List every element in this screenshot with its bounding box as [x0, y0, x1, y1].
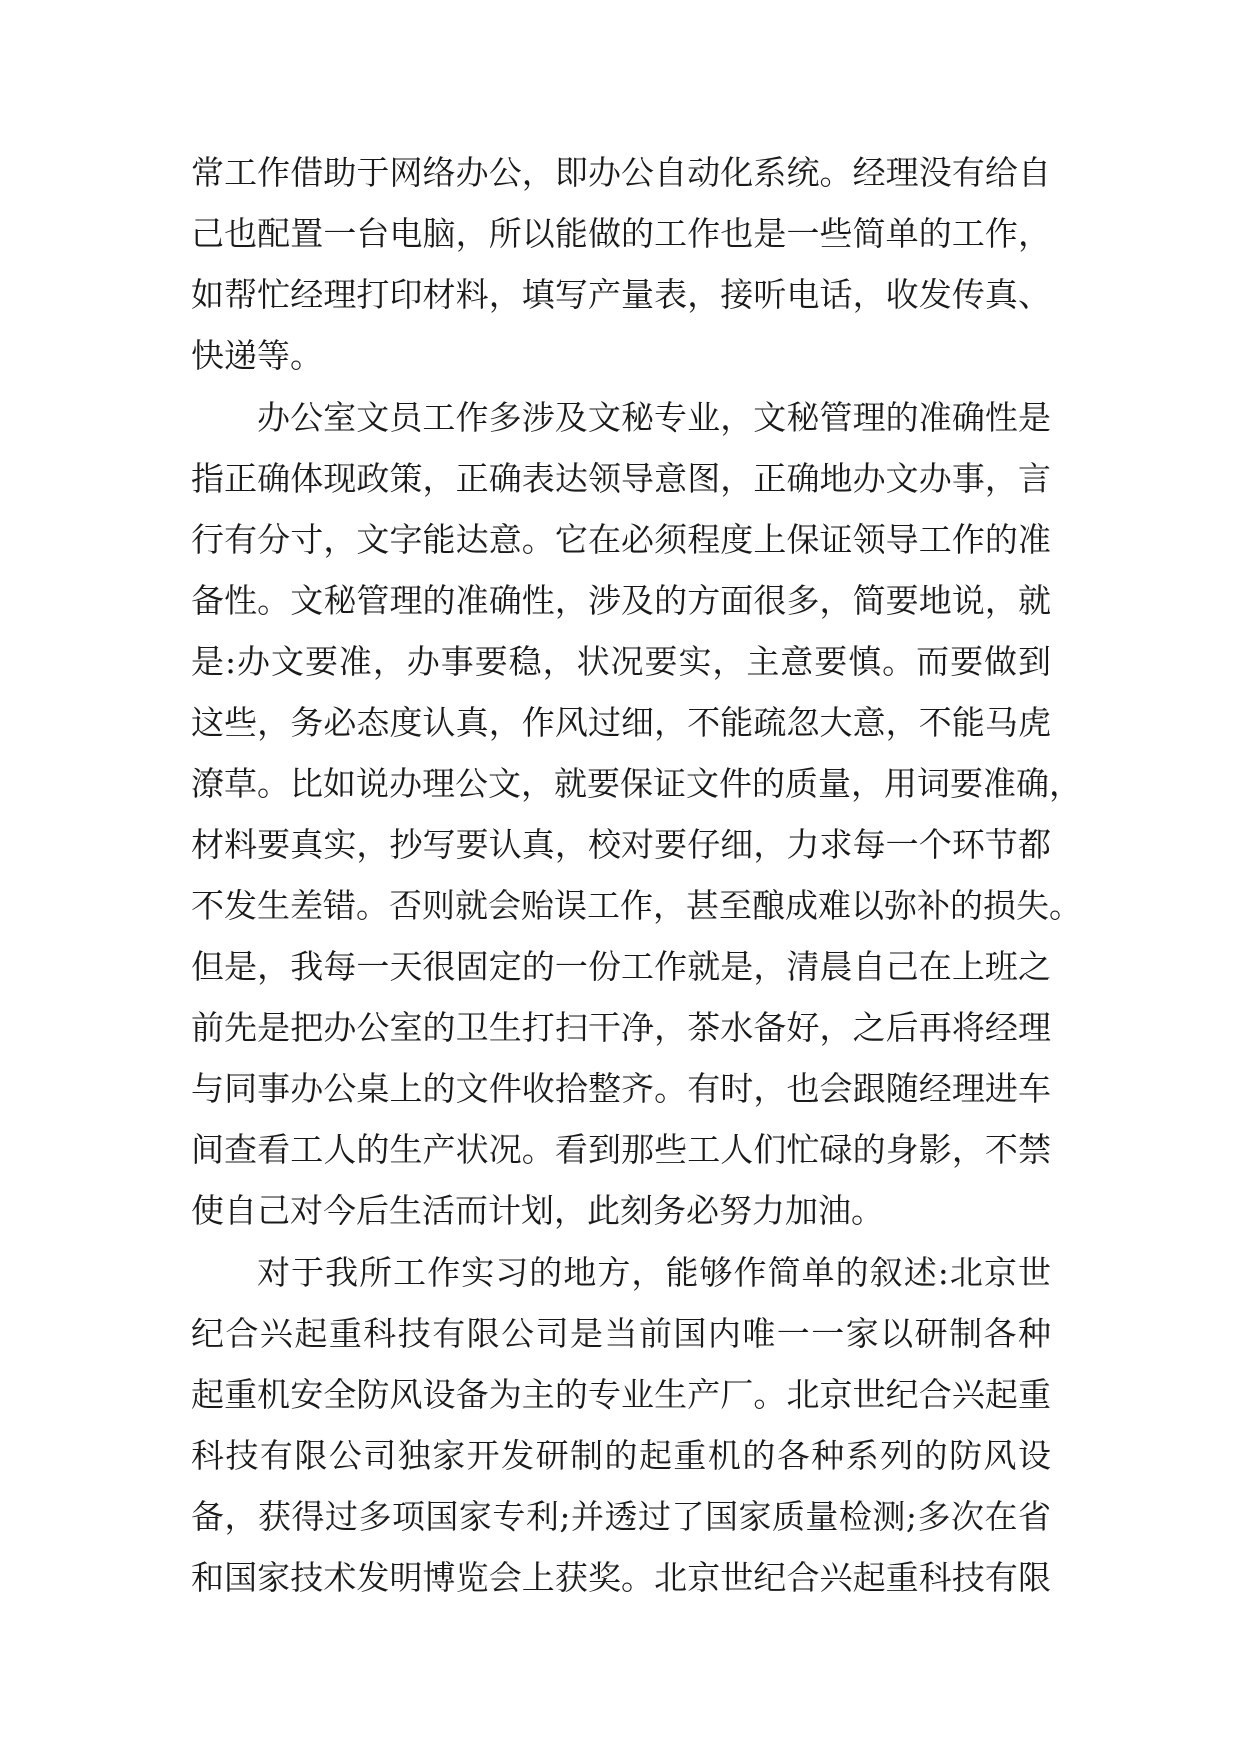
text-line: 使自己对今后生活而计划，此刻务必努力加油。 — [191, 1191, 884, 1230]
text-line: 这些，务必态度认真，作风过细，不能疏忽大意，不能马虎 — [191, 703, 1051, 742]
text-line: 常工作借助于网络办公，即办公自动化系统。经理没有给自 — [191, 153, 1051, 192]
text-line: 快递等。 — [191, 336, 323, 375]
text-line: 纪合兴起重科技有限公司是当前国内唯一一家以研制各种 — [191, 1314, 1051, 1353]
text-line: 如帮忙经理打印材料，填写产量表，接听电话，收发传真、 — [191, 275, 1051, 314]
text-line: 己也配置一台电脑，所以能做的工作也是一些简单的工作， — [191, 214, 1051, 253]
text-line: 是:办文要准，办事要稳，状况要实，主意要慎。而要做到 — [191, 642, 1051, 681]
text-line: 起重机安全防风设备为主的专业生产厂。北京世纪合兴起重 — [191, 1375, 1051, 1414]
text-line: 行有分寸，文字能达意。它在必须程度上保证领导工作的准 — [191, 520, 1051, 559]
text-line: 与同事办公桌上的文件收拾整齐。有时，也会跟随经理进车 — [191, 1069, 1051, 1108]
text-line: 办公室文员工作多涉及文秘专业，文秘管理的准确性是 — [257, 398, 1051, 437]
text-line: 前先是把办公室的卫生打扫干净，茶水备好，之后再将经理 — [191, 1008, 1051, 1047]
text-line: 潦草。比如说办理公文，就要保证文件的质量，用词要准确， — [191, 764, 1082, 803]
text-line: 材料要真实，抄写要认真，校对要仔细，力求每一个环节都 — [191, 825, 1051, 864]
text-line: 和国家技术发明博览会上获奖。北京世纪合兴起重科技有限 — [191, 1558, 1051, 1597]
text-line: 指正确体现政策，正确表达领导意图，正确地办文办事，言 — [191, 459, 1051, 498]
text-line: 不发生差错。否则就会贻误工作，甚至酿成难以弥补的损失。 — [191, 886, 1082, 925]
text-line: 备性。文秘管理的准确性，涉及的方面很多，简要地说，就 — [191, 581, 1051, 620]
text-line: 备，获得过多项国家专利;并透过了国家质量检测;多次在省 — [191, 1497, 1051, 1536]
text-line: 间查看工人的生产状况。看到那些工人们忙碌的身影，不禁 — [191, 1130, 1051, 1169]
text-line: 但是，我每一天很固定的一份工作就是，清晨自己在上班之 — [191, 947, 1051, 986]
text-line: 对于我所工作实习的地方，能够作简单的叙述:北京世 — [257, 1253, 1051, 1292]
text-line: 科技有限公司独家开发研制的起重机的各种系列的防风设 — [191, 1436, 1051, 1475]
